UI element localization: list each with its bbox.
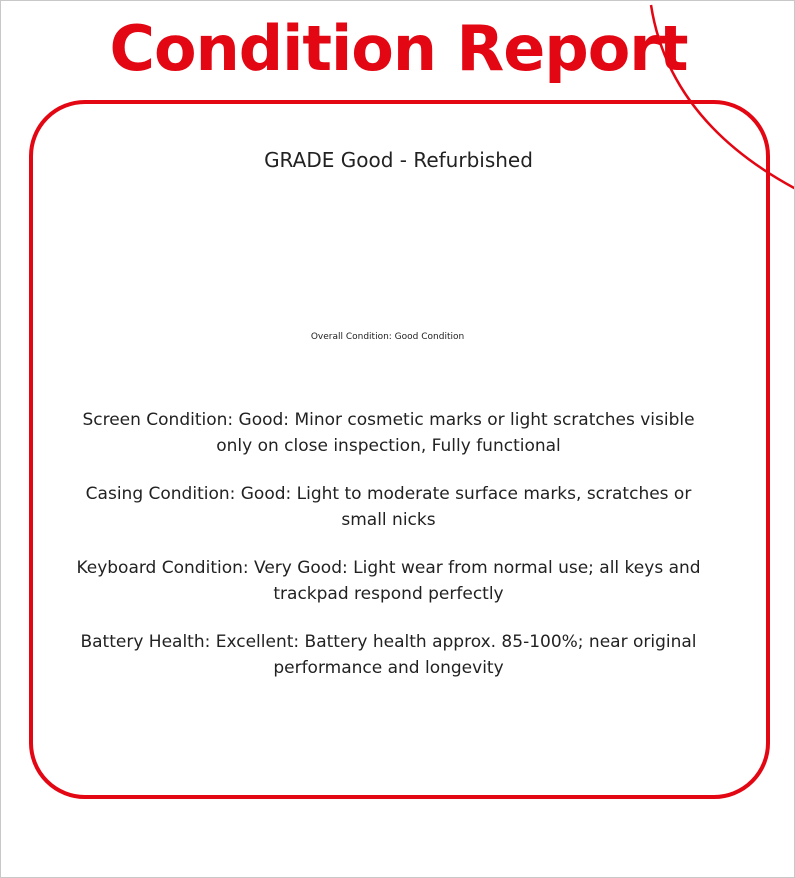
condition-list (71, 408, 706, 704)
report-title: Condition Report (109, 12, 688, 85)
grade-heading: GRADE Good - Refurbished (264, 148, 533, 172)
overall-condition: Overall Condition: Good Condition (310, 332, 465, 342)
keyboard-condition: Keyboard Condition: Very Good: Light wear from normal use; all keys and trackpad respond perfectly (76, 558, 701, 604)
casing-condition: Casing Condition: Good: Light to moderate surface marks, scratches or small nicks (85, 484, 692, 530)
battery-health: Battery Health: Excellent: Battery health approx. 85-100%; near original performance and longevity (80, 632, 697, 678)
screen-condition: Screen Condition: Good: Minor cosmetic marks or light scratches visible only on close inspection, Fully functional (82, 410, 695, 456)
